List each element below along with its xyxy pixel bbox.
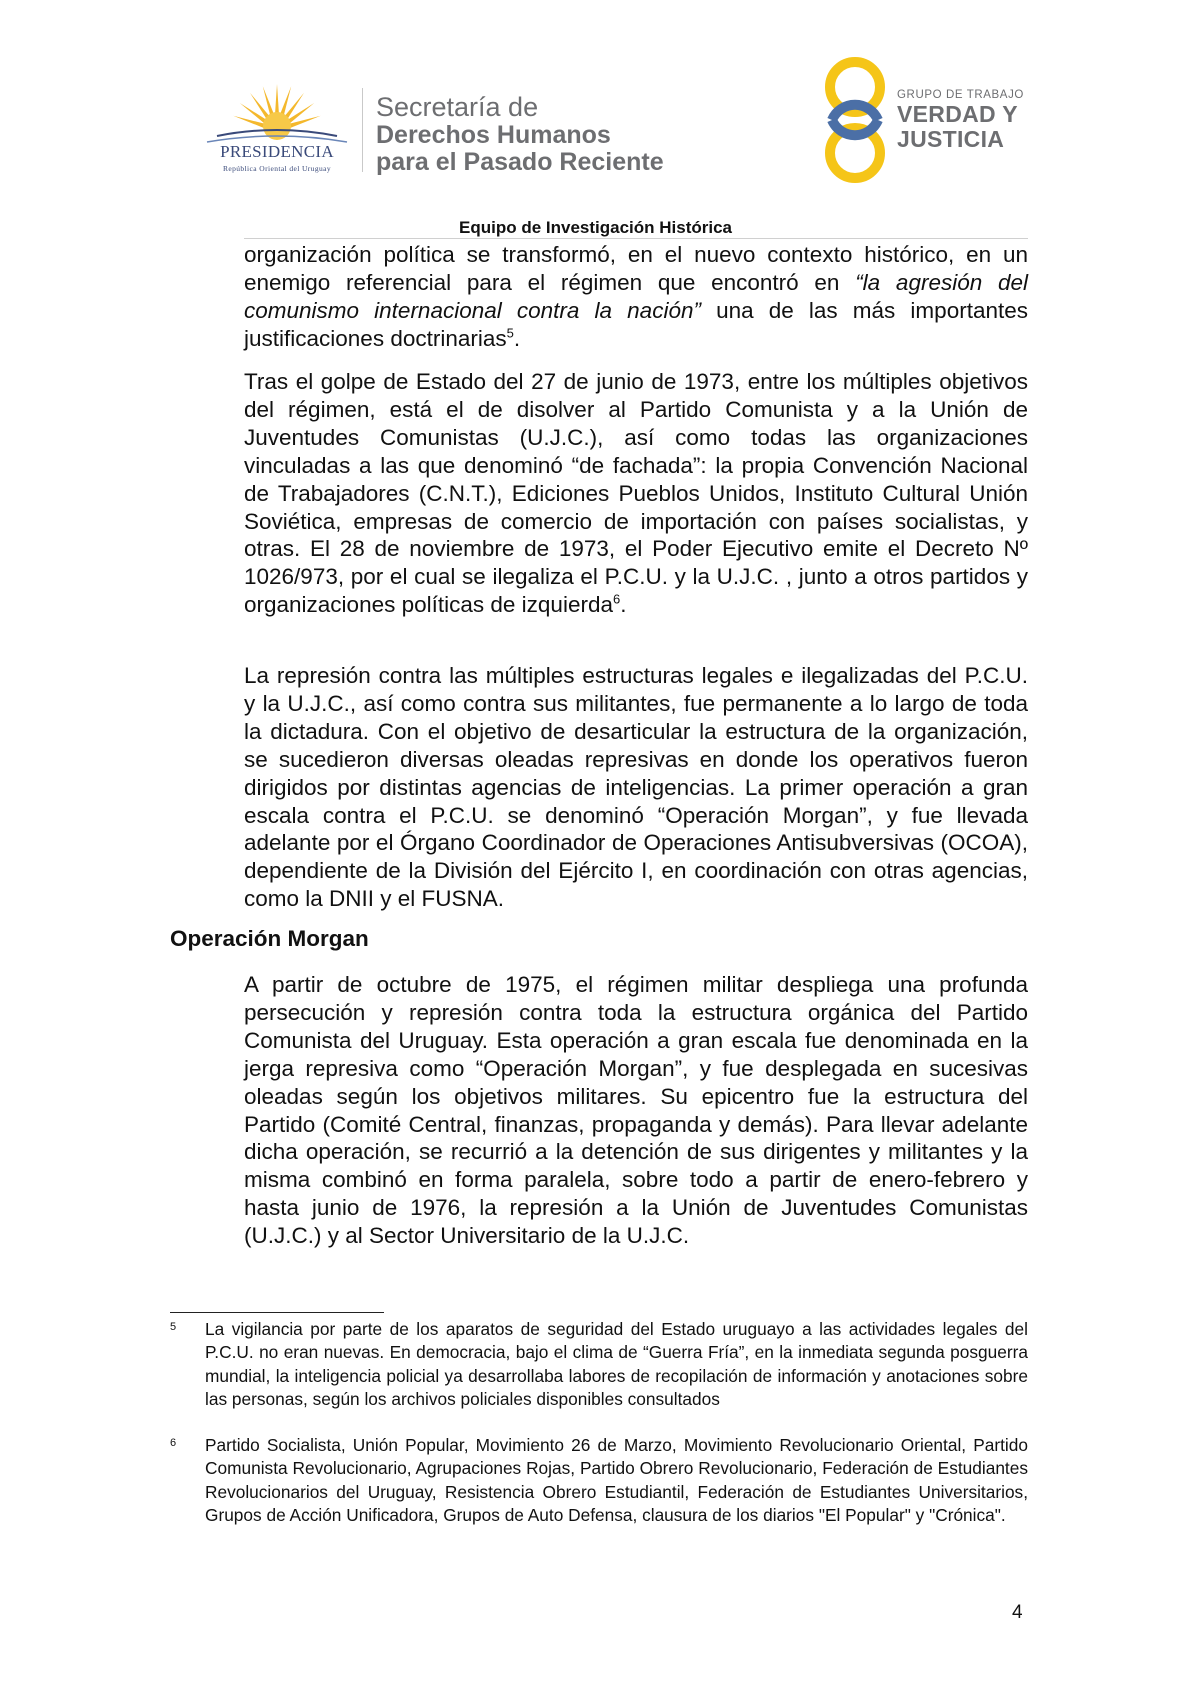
header-title: Equipo de Investigación Histórica: [459, 218, 732, 237]
header-divider: [362, 88, 363, 172]
footnote-6-number: 6: [170, 1437, 177, 1449]
p2-text: Tras el golpe de Estado del 27 de junio de 1973, entre los múltiples objetivos del régimen, está el de disolver al Partido Comunista y a la Unión de Juventudes Comunistas (U.J.C.), así como todas las organizaciones vinculadas a las que denominó “de fachada”: la propia Convención Nacional de Trabajadores (C.N.T.), Ediciones Pueblos Unidos, Instituto Cultural Unión Soviética, empresas de comercio de importación con países socialistas, y otras. El 28 de noviembre de 1973, el Poder Ejecutivo emite el Decreto Nº 1026/973, por el cual se ilegaliza el P.C.U. y la U.J.C. , junto a otros partidos y organizaciones políticas de izquierda: [244, 369, 1028, 618]
header-rule: [244, 238, 1028, 239]
vyj-line1: VERDAD Y: [897, 101, 1018, 127]
presidencia-wordmark: PRESIDENCIA: [220, 142, 334, 161]
secretaria-line3: para el Pasado Reciente: [376, 148, 664, 176]
p1-text-b: una de las más importantes justificaciones doctrinarias: [244, 297, 1028, 351]
p1-end: .: [513, 325, 521, 351]
p1-quote: “la agresión del comunismo internacional contra la nación”: [244, 269, 1028, 323]
footnote-ref-6[interactable]: 6: [612, 591, 621, 607]
footnote-ref-5[interactable]: 5: [506, 325, 514, 341]
secretaria-line2: Derechos Humanos: [376, 121, 611, 149]
footnote-separator: [170, 1312, 384, 1313]
paragraph-1: [244, 241, 1028, 353]
vyj-line2: JUSTICIA: [897, 126, 1005, 152]
p1-text-a: organización política se transformó, en el nuevo contexto histórico, en un enemigo referencial para el régimen que encontró en: [244, 242, 1028, 295]
presidencia-logo: [196, 82, 358, 182]
presidencia-subtitle: República Oriental del Uruguay: [222, 164, 331, 173]
secretaria-line1: Secretaría de: [376, 92, 539, 122]
p2-end: .: [620, 592, 627, 618]
footnote-5-number: 5: [170, 1321, 177, 1333]
footnote-5-text: La vigilancia por parte de los aparatos de seguridad del Estado uruguayo a las actividades legales del P.C.U. no eran nuevas. En democracia, bajo el clima de “Guerra Fría”, en la inmediata segunda posguerra mundial, la inteligencia policial ya desarrollaba labores de recopilación de información y anotaciones sobre las personas, según los archivos policiales disponibles consultados: [205, 1319, 1028, 1409]
page-number: 4: [1012, 1602, 1023, 1623]
paragraph-2: [244, 368, 1028, 619]
secretaria-logo-text: [376, 92, 664, 176]
vyj-group-label: GRUPO DE TRABAJO: [897, 89, 1024, 101]
paragraph-3: La represión contra las múltiples estructuras legales e ilegalizadas del P.C.U. y la U.J.C., así como contra sus militantes, fue permanente a lo largo de toda la dictadura. Con el objetivo de desarticular la estructura de la organización, se sucedieron diversas oleadas represivas en donde los operativos fueron dirigidos por distintas agencias de inteligencias. La primer operación a gran escala contra el P.C.U. se denominó “Operación Morgan”, y fue llevada adelante por el Órgano Coordinador de Operaciones Antisubversivas (OCOA), dependiente de la División del Ejército I, en coordinación con otras agencias, como la DNII y el FUSNA.: [244, 663, 1028, 912]
paragraph-4: A partir de octubre de 1975, el régimen militar despliega una profunda persecución y represión contra toda la estructura orgánica del Partido Comunista del Uruguay. Esta operación a gran escala fue denominada en la jerga represiva como “Operación Morgan”, y fue desplegada en sucesivas oleadas según los objetivos militares. Su epicentro fue la estructura del Partido (Comité Central, finanzas, propaganda y demás). Para llevar adelante dicha operación, se recurrió a la detención de sus dirigentes y militantes y la misma combinó en forma paralela, sobre todo a partir de enero-febrero y hasta junio de 1976, la represión a la Unión de Juventudes Comunistas (U.J.C.) y al Sector Universitario de la U.J.C.: [244, 972, 1028, 1249]
verdad-justicia-text: [897, 88, 1024, 152]
section-heading: Operación Morgan: [170, 926, 369, 951]
footnote-6-text: Partido Socialista, Unión Popular, Movimiento 26 de Marzo, Movimiento Revolucionario Oriental, Partido Comunista Revolucionario, Agrupaciones Rojas, Partido Obrero Revolucionario, Federación de Estudiantes Revolucionarios del Uruguay, Resistencia Obrero Estudiantil, Federación de Estudiantes Universitarios, Grupos de Acción Unificadora, Grupos de Auto Defensa, clausura de los diarios "El Popular" y "Crónica".: [205, 1435, 1028, 1525]
sun-emblem-icon: [196, 82, 358, 144]
verdad-justicia-rings-icon: [818, 56, 892, 184]
